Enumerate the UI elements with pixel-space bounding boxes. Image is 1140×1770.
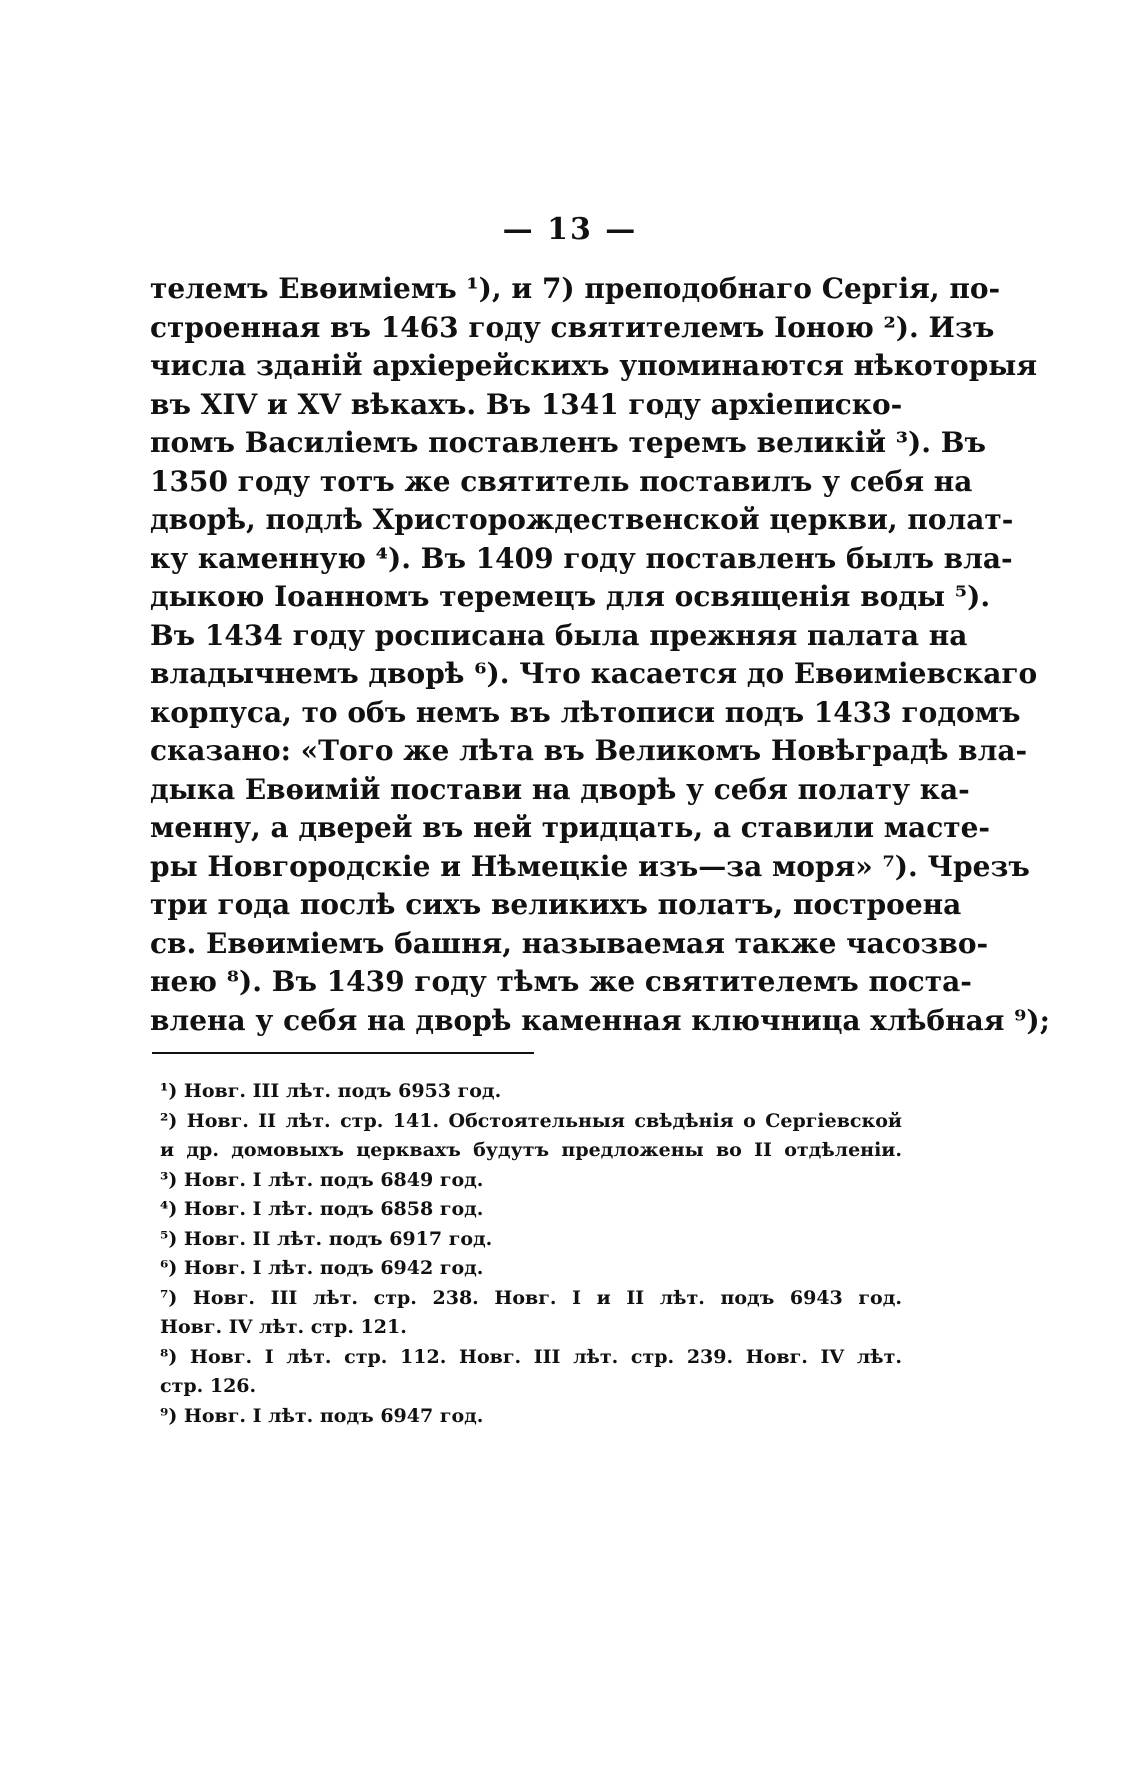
footnote-line: и др. домовыхъ церквахъ будутъ предложены во II отдѣленіи. bbox=[160, 1139, 902, 1161]
body-line: строенная въ 1463 году святителемъ Іоною ²). Изъ bbox=[150, 310, 995, 344]
body-line: три года послѣ сихъ великихъ полатъ, построена bbox=[150, 888, 962, 921]
body-line: корпуса, то объ немъ въ лѣтописи подъ 1433 годомъ bbox=[150, 695, 1021, 729]
body-line: Въ 1434 году росписана была прежняя палата на bbox=[150, 618, 968, 652]
body-line: ку каменную ⁴). Въ 1409 году поставленъ былъ вла- bbox=[150, 541, 1013, 575]
body-line: помъ Василіемъ поставленъ теремъ великій ³). Въ bbox=[150, 426, 986, 459]
body-line: телемъ Евѳиміемъ ¹), и 7) преподобнаго Сергія, по- bbox=[150, 272, 1001, 305]
body-line: владычнемъ дворѣ ⁶). Что касается до Евѳиміевскаго bbox=[150, 657, 1038, 690]
footnote-line: ⁴) Новг. I лѣт. подъ 6858 год. bbox=[160, 1198, 484, 1220]
body-line: св. Евѳиміемъ башня, называемая также часозво- bbox=[150, 926, 989, 960]
footnote-separator bbox=[152, 1052, 534, 1054]
body-line: числа зданій архіерейскихъ упоминаются нѣкоторыя bbox=[150, 349, 1038, 382]
body-line: ры Новгородскіе и Нѣмецкіе изъ—за моря» ⁷). Чрезъ bbox=[150, 849, 1030, 883]
body-line: дворѣ, подлѣ Христорождественской церкви, полат- bbox=[150, 503, 1014, 536]
footnote-line: ⁵) Новг. II лѣт. подъ 6917 год. bbox=[160, 1227, 493, 1250]
footnotes bbox=[160, 1077, 902, 1431]
footnote-line: ⁶) Новг. I лѣт. подъ 6942 год. bbox=[160, 1257, 484, 1279]
body-line: сказано: «Того же лѣта въ Великомъ Новѣградѣ вла- bbox=[150, 734, 1028, 767]
footnote-line: ⁸) Новг. I лѣт. стр. 112. Новг. III лѣт. стр. 239. Новг. IV лѣт. bbox=[160, 1345, 902, 1368]
body-line: влена у себя на дворѣ каменная ключница хлѣбная ⁹); bbox=[150, 1003, 1051, 1037]
footnote-line: ⁷) Новг. III лѣт. стр. 238. Новг. I и II лѣт. подъ 6943 год. bbox=[160, 1286, 902, 1309]
footnote-line: ³) Новг. I лѣт. подъ 6849 год. bbox=[160, 1168, 484, 1191]
body-line: 1350 году тотъ же святитель поставилъ у себя на bbox=[150, 464, 973, 498]
body-line: нею ⁸). Въ 1439 году тѣмъ же святителемъ поста- bbox=[150, 965, 972, 998]
footnote-line: ¹) Новг. III лѣт. подъ 6953 год. bbox=[160, 1080, 502, 1102]
footnote-line: ²) Новг. II лѣт. стр. 141. Обстоятельныя свѣдѣнія о Сергіевской bbox=[160, 1109, 902, 1132]
footnote-line: Новг. IV лѣт. стр. 121. bbox=[160, 1316, 407, 1338]
body-text bbox=[150, 270, 1051, 1040]
footnote-line: ⁹) Новг. I лѣт. подъ 6947 год. bbox=[160, 1404, 484, 1427]
body-line: дыкою Іоанномъ теремецъ для освященія воды ⁵). bbox=[150, 580, 991, 613]
page-number: — 13 — bbox=[502, 212, 638, 247]
body-line: дыка Евѳимій постави на дворѣ у себя полату ка- bbox=[150, 772, 970, 806]
footnote-line: стр. 126. bbox=[160, 1375, 257, 1397]
body-line: менну, а дверей въ ней тридцать, а ставили масте- bbox=[150, 811, 991, 844]
body-line: въ XIV и XV вѣкахъ. Въ 1341 году архіеписко- bbox=[150, 387, 903, 421]
